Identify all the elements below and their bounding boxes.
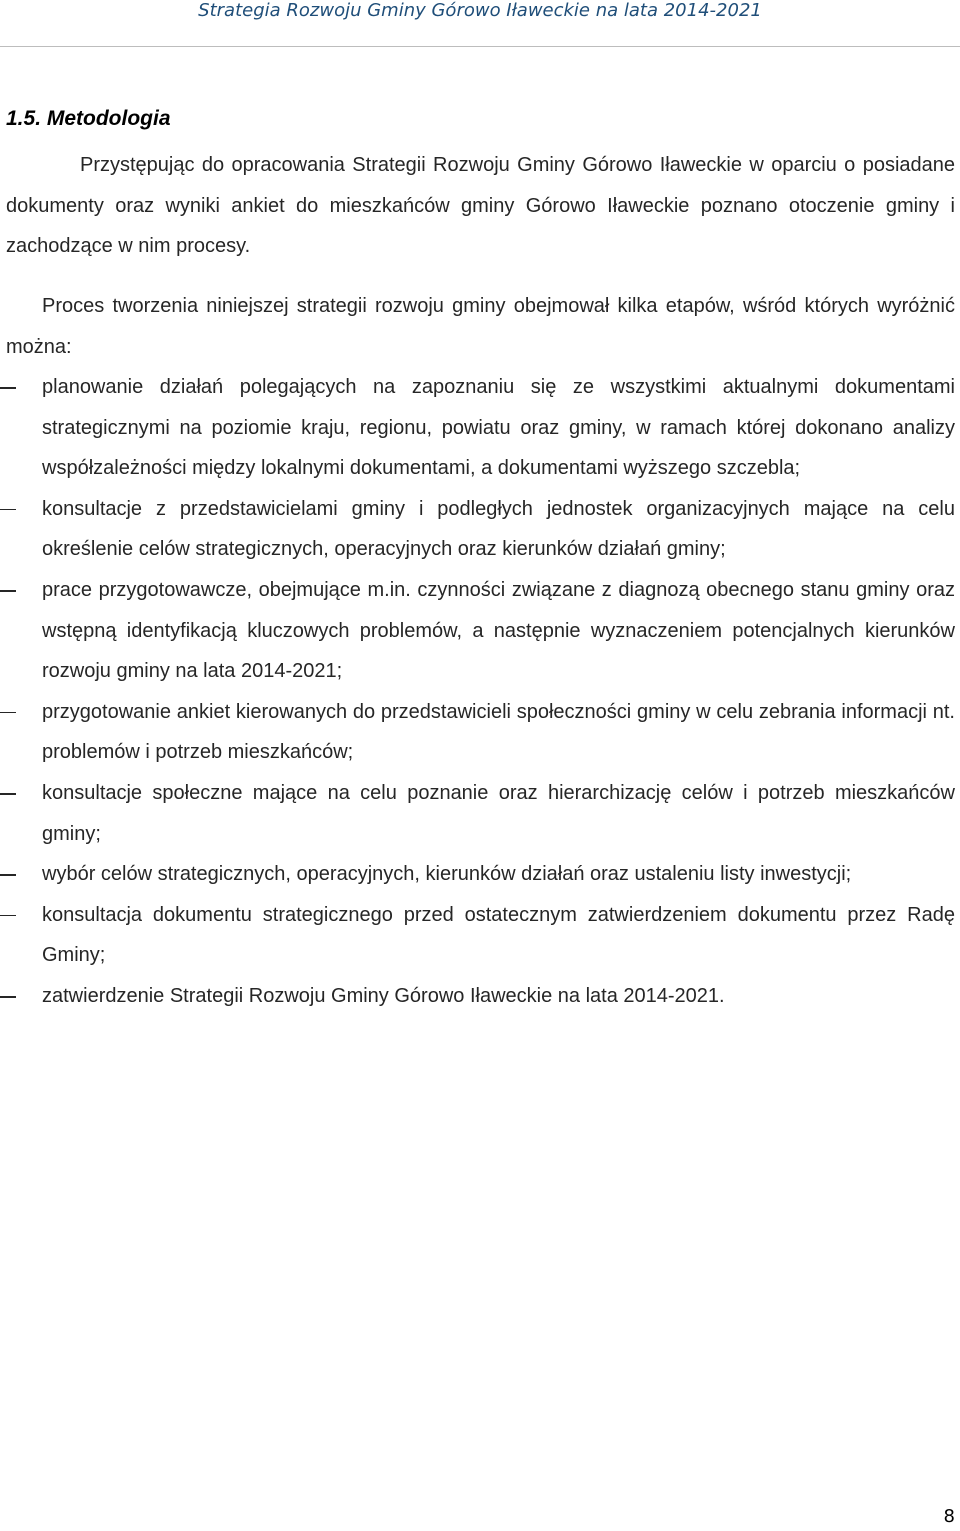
running-header: Strategia Rozwoju Gminy Górowo Iławeckie na lata 2014-2021 bbox=[198, 0, 762, 21]
dash-bullet-icon bbox=[0, 509, 16, 511]
list-item-text: konsultacje z przedstawicielami gminy i podległych jednostek organizacyjnych mające na celu określenie celów strategicznych, operacyjnych oraz kierunków działań gminy; bbox=[42, 497, 955, 561]
list-item-text: konsultacja dokumentu strategicznego przed ostatecznym zatwierdzeniem dokumentu przez Radę Gminy; bbox=[42, 903, 955, 967]
intro-paragraph: Przystępując do opracowania Strategii Rozwoju Gminy Górowo Iławeckie w oparciu o posiadane dokumenty oraz wyniki ankiet do mieszkańców gminy Górowo Iławeckie poznano otoczenie gminy i zachodzące w nim procesy. bbox=[6, 154, 955, 258]
dash-bullet-icon bbox=[0, 915, 16, 917]
dash-bullet-icon bbox=[0, 793, 16, 795]
list-item-text: zatwierdzenie Strategii Rozwoju Gminy Górowo Iławeckie na lata 2014-2021. bbox=[42, 984, 725, 1007]
dash-bullet-icon bbox=[0, 387, 16, 389]
list-item-text: wybór celów strategicznych, operacyjnych, kierunków działań oraz ustaleniu listy inwestycji; bbox=[42, 863, 852, 886]
list-item bbox=[0, 367, 955, 489]
dash-bullet-icon bbox=[0, 996, 16, 998]
list-item-text: planowanie działań polegających na zapoznaniu się ze wszystkimi aktualnymi dokumentami strategicznymi na poziomie kraju, regionu, powiatu oraz gminy, w ramach której dokonano analizy współzależności między lokalnymi dokumentami, a dokumentami wyższego szczebla; bbox=[42, 376, 955, 480]
section-heading: 1.5. Metodologia bbox=[6, 107, 171, 130]
list-item bbox=[0, 692, 955, 773]
list-item bbox=[0, 895, 955, 976]
list-item-text: konsultacje społeczne mające na celu poznanie oraz hierarchizację celów i potrzeb mieszkańców gminy; bbox=[42, 781, 955, 845]
dash-bullet-icon bbox=[0, 712, 16, 714]
list-item bbox=[0, 489, 955, 570]
process-stages-list bbox=[0, 367, 955, 1017]
list-item-text: przygotowanie ankiet kierowanych do przedstawicieli społeczności gminy w celu zebrania informacji nt. problemów i potrzeb mieszkańców; bbox=[42, 700, 955, 764]
dash-bullet-icon bbox=[0, 590, 16, 592]
dash-bullet-icon bbox=[0, 874, 16, 876]
page-number: 8 bbox=[943, 1506, 955, 1527]
header-divider bbox=[0, 46, 960, 47]
list-item bbox=[0, 773, 955, 854]
list-item bbox=[0, 976, 955, 1017]
list-item-text: prace przygotowawcze, obejmujące m.in. czynności związane z diagnozą obecnego stanu gminy oraz wstępną identyfikacją kluczowych problemów, a następnie wyznaczeniem potencjalnych kierunków rozwoju gminy na lata 2014-2021; bbox=[42, 578, 955, 683]
list-item bbox=[0, 854, 955, 895]
process-intro-paragraph: Proces tworzenia niniejszej strategii rozwoju gminy obejmował kilka etapów, wśród których wyróżnić można: bbox=[6, 295, 955, 358]
list-item bbox=[0, 570, 955, 692]
